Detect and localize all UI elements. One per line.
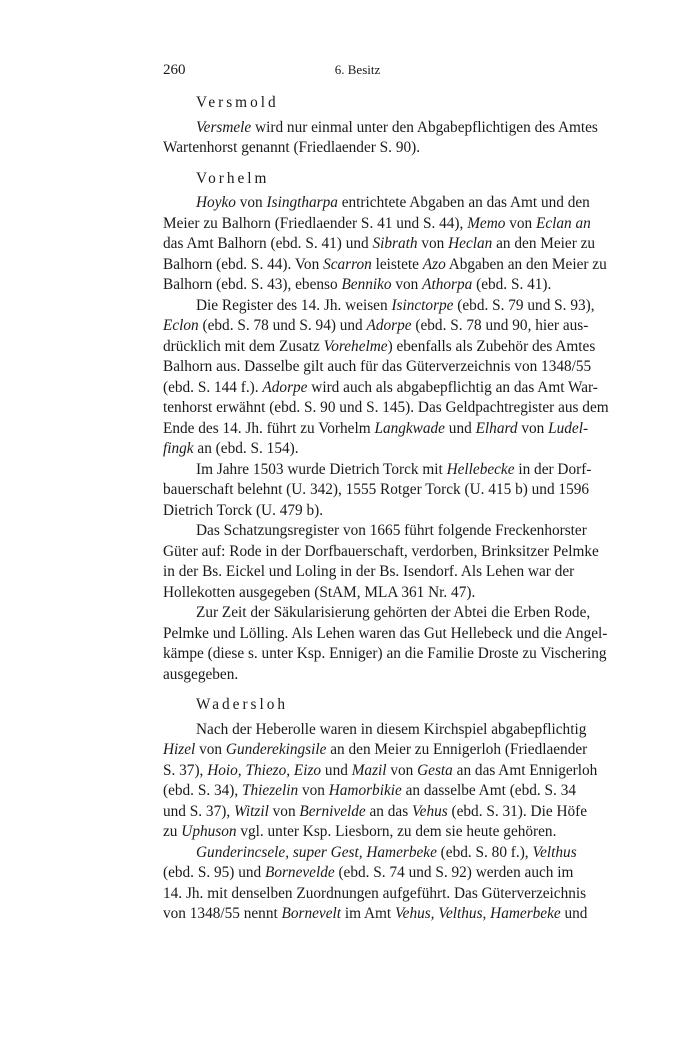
italic-name: Uphuson [181, 823, 237, 840]
text-line [163, 193, 590, 214]
italic-name: Thiezelin [242, 782, 299, 799]
text-run: (ebd. S. 74 und S. 92) werden auch im [334, 864, 574, 881]
text-run: Hollekotten ausgegeben (StAM, MLA 361 Nr. 47). [163, 583, 476, 601]
text-line [163, 562, 575, 583]
page-body [163, 93, 609, 925]
running-head: 6. Besitz [334, 62, 381, 77]
italic-name: Vehus [412, 802, 448, 820]
text-line [163, 357, 592, 378]
italic-name: Heclan [448, 235, 493, 252]
text-line [163, 255, 607, 276]
italic-name: Gesta [417, 761, 453, 779]
text-run: Im Jahre 1503 wurde Dietrich Torck mit [196, 460, 447, 478]
text-line [163, 644, 607, 665]
italic-name: Hoio, Thiezo, Eizo [207, 761, 322, 779]
text-run: Ende des 14. Jh. führt zu Vorhelm [163, 419, 375, 437]
text-run: Zur Zeit der Säkularisierung gehörten der Abtei die Erben Rode, [196, 604, 591, 621]
italic-name: Gunderekingsile [225, 741, 327, 758]
text-run: an das Amt Ennigerloh [452, 761, 598, 779]
text-run: im Amt [341, 905, 395, 922]
text-run: von [517, 419, 549, 437]
text-line [163, 234, 596, 255]
italic-name: Benniko [341, 276, 392, 293]
text-line [163, 603, 591, 624]
italic-name: Langkwade [374, 419, 445, 437]
text-line [163, 624, 608, 645]
text-run: Pelmke und Lölling. Als Lehen waren das Gut Hellebeck und die Angel- [163, 624, 608, 642]
italic-name: Velthus [532, 843, 577, 861]
italic-name: Eclon [163, 317, 199, 334]
text-line [163, 337, 596, 358]
text-run: ) ebenfalls als Zubehör des Amtes [387, 337, 596, 355]
text-line [163, 398, 609, 419]
italic-name: Azo [422, 255, 446, 273]
text-run: leistete [371, 255, 423, 273]
italic-name: Memo [467, 214, 506, 232]
text-run: an dasselbe Amt (ebd. S. 34 [401, 782, 576, 799]
text-line [163, 720, 587, 741]
text-run: Balhorn (ebd. S. 44). Von [163, 255, 324, 273]
text-line [163, 884, 587, 905]
text-run: (ebd. S. 31). Die Höfe [447, 802, 588, 820]
text-run: von 1348/55 nennt [163, 905, 282, 922]
text-line [163, 843, 577, 864]
italic-name: Hellebecke [446, 460, 515, 478]
text-line [163, 583, 552, 604]
italic-name: Eclan an [536, 214, 591, 232]
section-heading: Vorhelm [196, 169, 270, 187]
italic-name: Mazil [351, 761, 387, 779]
text-line [163, 761, 598, 782]
text-run: und S. 37), [163, 802, 234, 820]
section-heading: Versmold [196, 94, 279, 111]
text-line [163, 863, 574, 884]
italic-name: fingk [163, 440, 194, 457]
text-run: in der Bs. Eickel und Loling in der Bs. Isendorf. Als Lehen war der [163, 563, 575, 580]
text-run: drücklich mit dem Zusatz [163, 337, 324, 355]
section-heading: Wadersloh [196, 696, 289, 713]
text-run: wird nur einmal unter den Abgabepflichtigen des Amtes [251, 118, 598, 136]
page-number: 260 [163, 62, 186, 78]
text-run: Balhorn aus. Dasselbe gilt auch für das Güterverzeichnis von 1348/55 [163, 358, 592, 375]
text-line [163, 665, 552, 686]
text-line [163, 904, 588, 925]
text-line [163, 275, 552, 296]
text-line [163, 138, 552, 159]
text-line [163, 740, 588, 761]
text-run: von [391, 276, 423, 293]
italic-name: Adorpe [366, 317, 412, 334]
text-run: (ebd. S. 34), [163, 782, 243, 799]
text-line [163, 501, 552, 522]
text-run: Abgaben an den Meier zu [445, 255, 607, 273]
text-run: an das [365, 802, 412, 820]
text-run: wird auch als abgabepflichtig an das Amt War- [307, 378, 598, 396]
text-line [163, 419, 589, 440]
text-run: (ebd. S. 78 und S. 94) und [198, 317, 367, 334]
text-run: S. 37), [163, 761, 208, 779]
text-line [163, 521, 587, 542]
italic-name: Sibrath [372, 235, 418, 252]
text-run: (ebd. S. 78 und 90, hier aus- [411, 317, 589, 334]
text-run: zu [163, 823, 182, 840]
text-run: Wartenhorst genannt (Friedlaender S. 90). [163, 139, 421, 156]
text-run: an (ebd. S. 154). [193, 440, 299, 457]
italic-name: Vehus, Velthus, Hamerbeke [395, 905, 561, 922]
text-run: Güter auf: Rode in der Dorfbauerschaft, verdorben, Brinksitzer Pelmke [163, 542, 599, 560]
italic-name: Elhard [475, 419, 518, 437]
text-run: und [560, 905, 588, 922]
text-run: von [386, 761, 418, 779]
text-run: an den Meier zu Ennigerloh (Friedlaender [326, 741, 588, 758]
text-run: Die Register des 14. Jh. weisen [196, 296, 392, 314]
italic-name: Hamorbikie [328, 782, 402, 799]
text-line [163, 460, 592, 481]
text-line [163, 214, 591, 235]
italic-name: Scarron [323, 255, 372, 273]
italic-name: Adorpe [262, 378, 308, 396]
text-run: von [235, 194, 267, 211]
text-line [163, 296, 595, 317]
text-run: und [444, 419, 476, 437]
text-line [163, 542, 599, 563]
text-run: (ebd. S. 80 f.), [436, 843, 533, 861]
text-line [163, 316, 589, 337]
page-header [163, 62, 552, 84]
italic-name: Bernivelde [299, 802, 366, 820]
text-run: tenhorst erwähnt (ebd. S. 90 und S. 145). Das Geldpachtregister aus dem [163, 399, 609, 416]
text-run: Dietrich Torck (U. 479 b). [163, 501, 324, 519]
text-line [163, 118, 598, 139]
text-run: ausgegeben. [163, 665, 239, 683]
italic-name: Gunderincsele, super Gest, Hamerbeke [196, 843, 437, 861]
italic-name: Bornevelde [264, 864, 335, 881]
italic-name: Hizel [163, 741, 196, 758]
text-run: von [417, 235, 449, 252]
text-line [163, 480, 590, 501]
italic-name: Ludel- [548, 419, 589, 437]
text-run: entrichtete Abgaben an das Amt und den [337, 194, 590, 211]
text-line [163, 822, 557, 843]
text-run: (ebd. S. 95) und [163, 864, 265, 881]
italic-name: Versmele [196, 118, 252, 136]
text-line [163, 802, 588, 823]
text-run: (ebd. S. 144 f.). [163, 378, 263, 396]
text-run: das Amt Balhorn (ebd. S. 41) und [163, 235, 373, 252]
text-run: an den Meier zu [492, 235, 596, 252]
text-run: bauerschaft belehnt (U. 342), 1555 Rotger Torck (U. 415 b) und 1596 [163, 481, 590, 498]
italic-name: Athorpa [422, 276, 473, 293]
italic-name: Witzil [233, 802, 269, 820]
text-run: Balhorn (ebd. S. 43), ebenso [163, 276, 342, 293]
italic-name: Isingtharpa [266, 194, 338, 211]
text-run: von [195, 741, 226, 758]
text-run: Meier zu Balhorn (Friedlaender S. 41 und S. 44), [163, 214, 468, 232]
text-run: Das Schatzungsregister von 1665 führt folgende Freckenhorster [196, 522, 587, 539]
italic-name: Hoyko [196, 194, 236, 211]
text-line [163, 439, 552, 460]
italic-name: Isinctorpe [391, 296, 454, 314]
text-run: von [268, 802, 300, 820]
text-run: in der Dorf- [514, 460, 592, 478]
text-run: von [505, 214, 537, 232]
italic-name: Bornevelt [281, 905, 342, 922]
text-run: Nach der Heberolle waren in diesem Kirchspiel abgabepflichtig [196, 720, 587, 738]
text-run: von [298, 782, 329, 799]
text-run: vgl. unter Ksp. Liesborn, zu dem sie heute gehören. [236, 823, 557, 840]
text-run: 14. Jh. mit denselben Zuordnungen aufgeführt. Das Güterverzeichnis [163, 884, 587, 902]
text-run: und [321, 761, 352, 779]
italic-name: Vorehelme [323, 337, 388, 355]
text-run: (ebd. S. 41). [472, 276, 552, 293]
text-run: kämpe (diese s. unter Ksp. Enniger) an die Familie Droste zu Vischering [163, 645, 607, 662]
text-run: (ebd. S. 79 und S. 93), [453, 296, 595, 314]
text-line [163, 781, 576, 802]
text-line [163, 378, 598, 399]
